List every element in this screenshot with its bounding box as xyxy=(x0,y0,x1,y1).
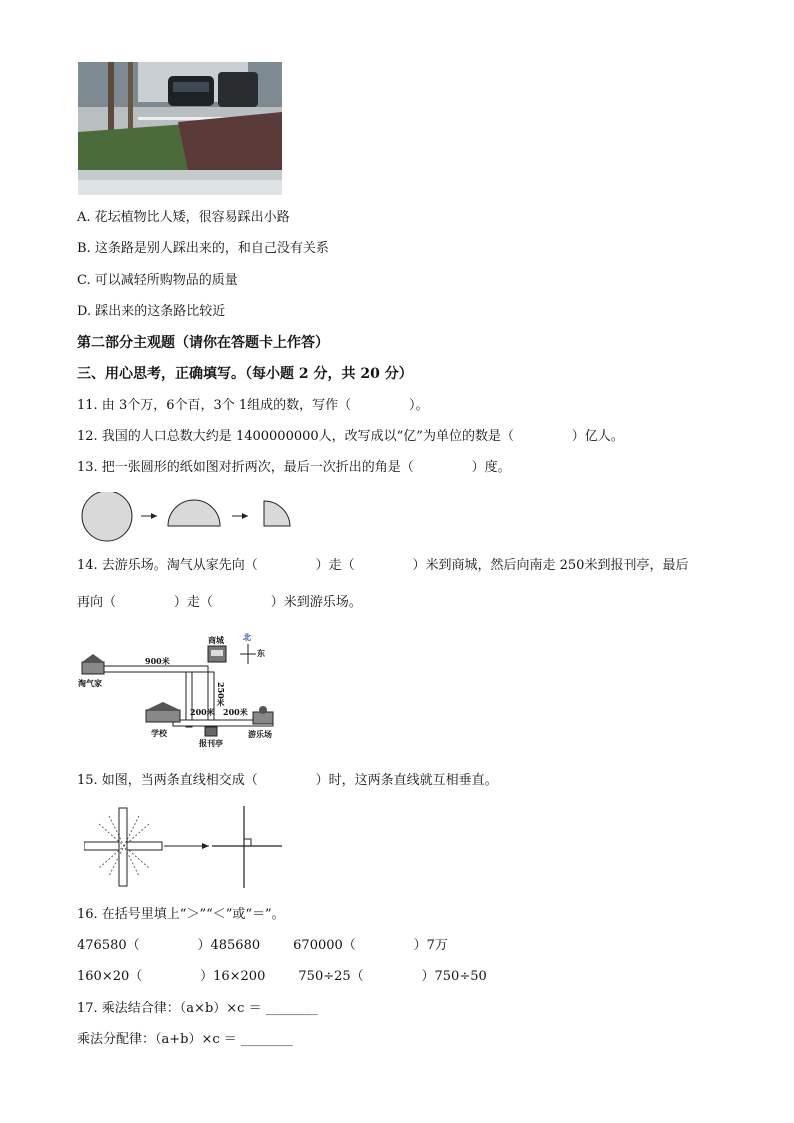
question-17-line1: 17. 乘法结合律：（a×b）×c ＝ ________ xyxy=(77,1001,318,1016)
map-label-kiosk: 报刊亭 xyxy=(199,738,223,748)
question-11: 11. 由 3个万，6个百，3个 1组成的数，写作（ ）。 xyxy=(77,398,429,413)
park-icon xyxy=(253,706,273,724)
section3-title: 三、用心思考，正确填写。（每小题 2 分，共 20 分） xyxy=(77,366,413,382)
circle-folding-figure xyxy=(80,492,300,546)
question-13: 13. 把一张圆形的纸如图对折两次，最后一次折出的角是（ ）度。 xyxy=(77,460,511,475)
school-icon xyxy=(146,702,180,722)
perpendicular-lines-figure xyxy=(84,806,284,892)
question-14-line2: 再向（ ）走（ ）米到游乐场。 xyxy=(77,595,362,610)
part2-title: 第二部分主观题（请你在答题卡上作答） xyxy=(77,335,329,351)
map-label-200-right: 200米 xyxy=(223,707,248,717)
map-label-park: 游乐场 xyxy=(248,729,272,739)
question-16-row2: 160×20（ ）16×200 750÷25（ ）750÷50 xyxy=(77,969,487,984)
map-label-east: 东 xyxy=(257,648,265,658)
option-a: A. 花坛植物比人矮，很容易踩出小路 xyxy=(77,210,290,225)
map-label-900: 900米 xyxy=(145,656,170,666)
home-icon xyxy=(82,654,104,674)
map-label-home: 淘气家 xyxy=(78,678,102,688)
map-label-250: 250米 xyxy=(216,682,226,707)
map-label-north: 北 xyxy=(243,632,251,642)
question-15: 15. 如图，当两条直线相交成（ ）时，这两条直线就互相垂直。 xyxy=(77,773,498,788)
route-map xyxy=(78,632,278,752)
option-c: C. 可以减轻所购物品的质量 xyxy=(77,273,238,288)
question-16-row1: 476580（ ）485680 670000（ ）7万 xyxy=(77,938,448,953)
kiosk-icon xyxy=(205,727,217,736)
question-17-line2: 乘法分配律：（a+b）×c ＝ ________ xyxy=(77,1032,293,1047)
street-photo xyxy=(78,62,282,195)
map-label-200-left: 200米 xyxy=(190,707,215,717)
question-14-line1: 14. 去游乐场。淘气从家先向（ ）走（ ）米到商城，然后向南走 250米到报刊亭，最后 xyxy=(77,558,689,573)
option-d: D. 踩出来的这条路比较近 xyxy=(77,304,226,319)
map-label-mall: 商城 xyxy=(208,635,224,645)
mall-icon xyxy=(208,646,226,662)
question-16: 16. 在括号里填上“＞”“＜”或“＝”。 xyxy=(77,907,285,922)
map-label-school: 学校 xyxy=(151,728,167,738)
question-12: 12. 我国的人口总数大约是 1400000000人，改写成以“亿”为单位的数是（ ）亿人。 xyxy=(77,429,624,444)
option-b: B. 这条路是别人踩出来的，和自己没有关系 xyxy=(77,241,329,256)
